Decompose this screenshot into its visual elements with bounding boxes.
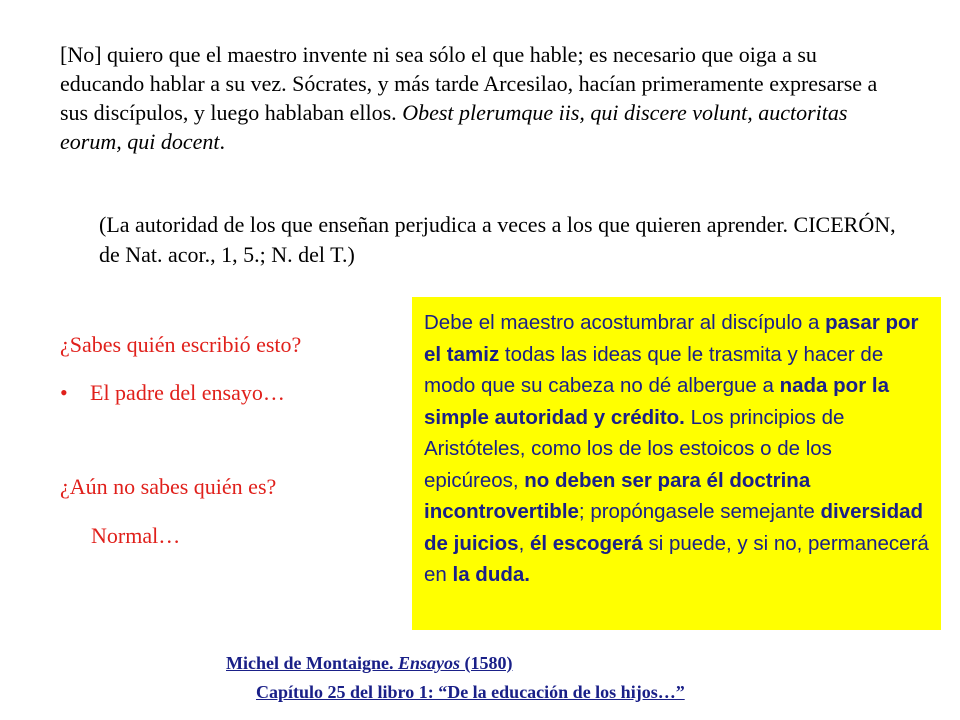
citation-work: Ensayos <box>397 653 460 673</box>
box-text-5: , <box>518 531 530 555</box>
box-bold-1: pasar por el tamiz <box>424 311 919 366</box>
box-bold-5: él escogerá <box>529 531 643 555</box>
main-quote-text: [No] quiero que el maestro invente ni sea sólo el que hable; es necesario que oiga a su educando hablar a su vez. Sócrates, y más tarde Arcesilao, hacían primeramente expresarse a sus discípulos, y luego hablaban ellos. <box>60 42 878 125</box>
box-text-1: Debe el maestro acostumbrar al discípulo a <box>424 311 826 334</box>
answer-normal: Normal… <box>91 523 181 548</box>
hint-bullet-item <box>60 380 285 406</box>
highlight-box <box>412 297 941 630</box>
citation-author: Michel de Montaigne. <box>226 653 398 673</box>
translation-note: (La autoridad de los que enseñan perjudica a veces a los que quieren aprender. CICERÓN, de Nat. acor., 1, 5.; N. del T.) <box>99 212 896 267</box>
box-text-2: todas las ideas que le trasmita y hacer de modo que su cabeza no dé albergue a <box>424 342 884 397</box>
question-who-wrote: ¿Sabes quién escribió esto? <box>60 332 302 357</box>
latin-quote-end: . <box>219 129 225 154</box>
box-bold-4: diversidad de juicios <box>424 500 924 555</box>
main-quote-paragraph <box>60 40 900 156</box>
box-text-4: ; propóngasele semejante <box>578 500 821 523</box>
box-bold-3: no deben ser para él doctrina incontrovertible <box>424 468 811 523</box>
latin-quote-text: Obest plerumque iis, qui discere volunt, auctoritas eorum, qui docent <box>60 100 848 154</box>
hint-text: El padre del ensayo… <box>90 380 285 405</box>
bullet-icon: • <box>60 380 68 405</box>
box-bold-2: nada por la simple autoridad y crédito. <box>424 374 889 429</box>
citation-chapter-link[interactable]: Capítulo 25 del libro 1: “De la educación de los hijos…” <box>256 682 685 702</box>
box-text-3: Los principios de Aristóteles, como los de los estoicos o de los epicúreos, <box>424 405 845 492</box>
box-text-6: si puede, y si no, permanecerá en <box>424 531 929 586</box>
box-bold-6: la duda. <box>452 563 530 586</box>
question-still-unknown: ¿Aún no sabes quién es? <box>60 474 277 499</box>
citation-author-link[interactable] <box>226 652 513 674</box>
citation-year: (1580) <box>460 653 513 673</box>
